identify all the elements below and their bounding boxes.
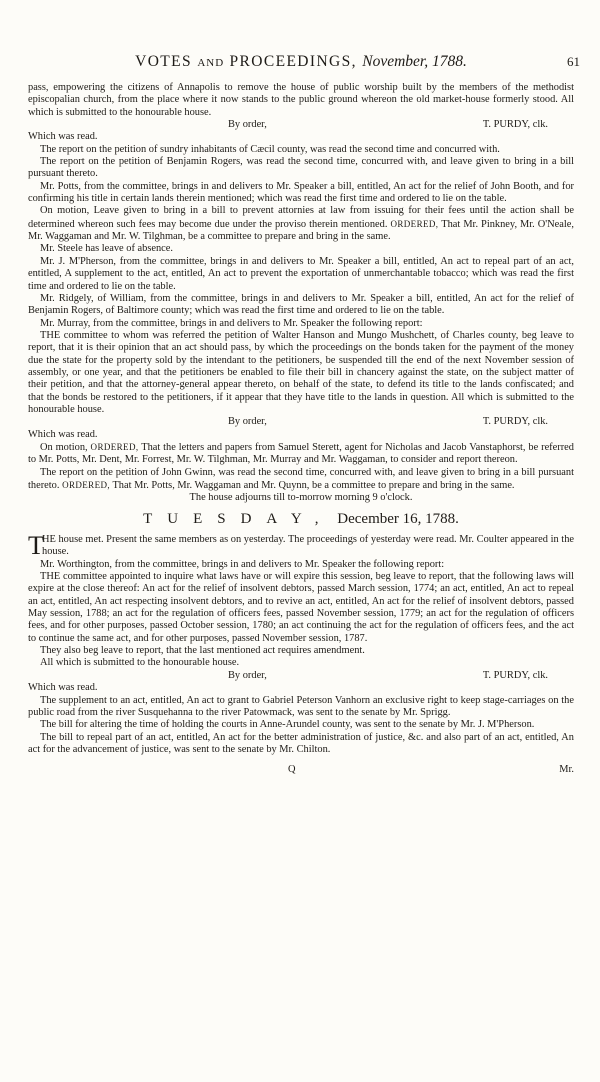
paragraph: The bill for altering the time of holding the courts in Anne-Arundel county, was sent to the senate by Mr. J. M'Pherson. <box>40 719 535 731</box>
weekday: TUESDAY, <box>143 510 334 527</box>
clerk-signature: T. PURDY, clk. <box>482 416 548 428</box>
paragraph: Mr. Worthington, from the committee, brings in and delivers to Mr. Speaker the following report: <box>40 558 445 570</box>
ordered-text: That the letters and papers from Samuel Sterett, agent for Nicholas and Jacob Vanstaphorst, be referred to Mr. Potts, Mr. Dent, Mr. Forrest, Mr. W. Tilghman, Mr. Murray and Mr. Waggaman, to consider and report thereon. <box>28 441 574 466</box>
paragraph: Which was read. <box>28 428 98 440</box>
paragraph: The supplement to an act, entitled, An act to grant to Gabriel Peterson Vanhorn an exclusive right to keep stage-carriages on the public road from the river Susquehanna to the river Patowmack, was sent to the senate by Mr. Sprigg. <box>28 694 574 718</box>
header-votes: VOTES <box>135 53 193 70</box>
paragraph: All which is submitted to the honourable house. <box>40 657 240 669</box>
paragraph: Mr. J. M'Pherson, from the committee, brings in and delivers to Mr. Speaker a bill, entitled, An act to repeal part of an act, entitled, A supplement to the act, entitled, An act to prevent the exportation of unmerchantable tobacco; which was read the first time and ordered to lie on the table. <box>28 255 574 292</box>
day-date: December 16, 1788. <box>337 510 459 527</box>
paragraph: Which was read. <box>28 131 98 143</box>
paragraph: They also beg leave to report, that the last mentioned act requires amendment. <box>40 645 365 657</box>
opening-paragraph <box>28 531 574 561</box>
motion-text: On motion, Leave given to bring in a bill to prevent attornies at law from issuing for their fees until the action shall be determined whereon such fees may become due under the proviso therein mentioned. <box>28 205 574 230</box>
paragraph: The report on the petition of sundry inhabitants of Cæcil county, was read the second time and concurred with. <box>40 143 500 155</box>
paragraph: Mr. Steele has leave of absence. <box>40 243 174 255</box>
motion-label: On motion, <box>40 441 88 453</box>
by-order: By order, <box>228 119 267 131</box>
paragraph: Which was read. <box>28 682 98 694</box>
by-order: By order, <box>228 669 267 681</box>
ordered-text: That Mr. Potts, Mr. Waggaman and Mr. Quynn, be a committee to prepare and bring in the same. <box>112 480 515 491</box>
signature-line-1 <box>28 119 574 131</box>
ordered-text: That Mr. Pinkney, Mr. O'Neale, Mr. Waggaman and Mr. W. Tilghman, be a committee to prepare and bring in the same. <box>28 218 574 243</box>
report-paragraph <box>28 330 574 416</box>
catchword: Mr. <box>559 764 574 776</box>
report-text: The report on the petition of John Gwinn, was read the second time, concurred with, and leave given to bring in a bill pursuant thereto. <box>28 466 574 491</box>
ordered-label: ORDERED, <box>62 480 111 490</box>
adjournment: The house adjourns till to-morrow morning 9 o'clock. <box>189 492 413 504</box>
paragraph-top: pass, empowering the citizens of Annapolis to remove the house of public worship built by the members of the methodist episcopalian church, from the place where it now stands to the public ground whereon the old market-house formerly stood. All which is submitted to the honourable house. <box>28 82 574 118</box>
signature-mark: Q <box>288 764 296 776</box>
paragraph: The bill to repeal part of an act, entitled, An act for the better administration of justice, &c. and also part of an act, entitled, An act for the advancement of justice, was sent to the senate by Mr. Chilton. <box>28 731 574 755</box>
clerk-signature: T. PURDY, clk. <box>482 669 548 681</box>
clerk-signature: T. PURDY, clk. <box>482 119 548 131</box>
paragraph: Mr. Potts, from the committee, brings in and delivers to Mr. Speaker a bill, entitled, An act for the relief of John Booth, and for confirming his title in certain lands therein mentioned; which was read the first time and ordered to lie on the table. <box>28 180 574 205</box>
running-header <box>28 53 580 82</box>
report-paragraph <box>28 571 574 645</box>
report-lead: THE <box>40 571 61 583</box>
document-page <box>28 0 580 777</box>
report-text: committee appointed to inquire what laws have or will expire this session, beg leave to report, that the following laws will expire at the close thereof: An act for the relief of insolvent debtors, passed March session, 1774; an act, entitled, An act to repeal an act, entitled, An act respecting insolvent debtors, and to revive an act, entitled, An act for the relief of insolvent debtors, passed May session, 1788; an act for the regulation of officers fees, passed November session, 1779; an act for the regulation of officers fees, and for other purposes, passed October session, 1780; an act continuing the act for the regulation of officers fees, and the act to continue the same act, and for other purposes, passed November session, 1787. <box>28 571 574 644</box>
opening-text: HE house met. Present the same members as on yesterday. The proceedings of yesterday were read. Mr. Coulter appeared in the house. <box>42 534 574 558</box>
drop-cap: T <box>28 531 44 561</box>
motion-paragraph <box>28 441 574 467</box>
header-proceedings: PROCEEDINGS, <box>229 53 357 70</box>
paragraph <box>28 467 574 493</box>
paragraph: Mr. Murray, from the committee, brings in and delivers to Mr. Speaker the following report: <box>40 317 423 329</box>
header-date: November, 1788. <box>362 53 467 70</box>
report-lead: THE <box>40 329 61 341</box>
ordered-label: ORDERED, <box>390 218 439 229</box>
paragraph: The report on the petition of Benjamin Rogers, was read the second time, concurred with, and leave given to bring in a bill pursuant thereto. <box>28 156 574 180</box>
page-number: 61 <box>567 54 580 69</box>
motion-paragraph <box>28 205 574 243</box>
signature-line-2 <box>28 416 574 428</box>
report-text: committee to whom was referred the petition of Walter Hanson and Mungo Mushchett, of Charles county, beg leave to report, that it is their opinion that an act should pass, by which the proceedings on the bonds taken for the payment of the money due the state for the property sold by the intendant to the petitioners, be suspended till the end of the next November session of assembly, or one year, and that the petitioners be enabled to file their bill in chancery against the state, on the subject matter of their petition, and that the attorney-general appear thereto, on behalf of the state, to defend its title to the lands confiscated; and that the bonds be restored to the petitioners, if it appear that they have title to the lands in question. All which is submitted to the honourable house. <box>28 329 574 415</box>
header-and: AND <box>197 57 225 69</box>
paragraph: Mr. Ridgely, of William, from the committee, brings in and delivers to Mr. Speaker a bill, entitled, An act for the relief of Benjamin Rogers, of Baltimore county; which was read the first time and ordered to lie on the table. <box>28 292 574 317</box>
signature-line-3 <box>28 670 574 682</box>
day-heading <box>28 510 574 527</box>
by-order: By order, <box>228 416 267 428</box>
ordered-label: ORDERED, <box>90 441 139 452</box>
page-footer <box>28 764 574 776</box>
